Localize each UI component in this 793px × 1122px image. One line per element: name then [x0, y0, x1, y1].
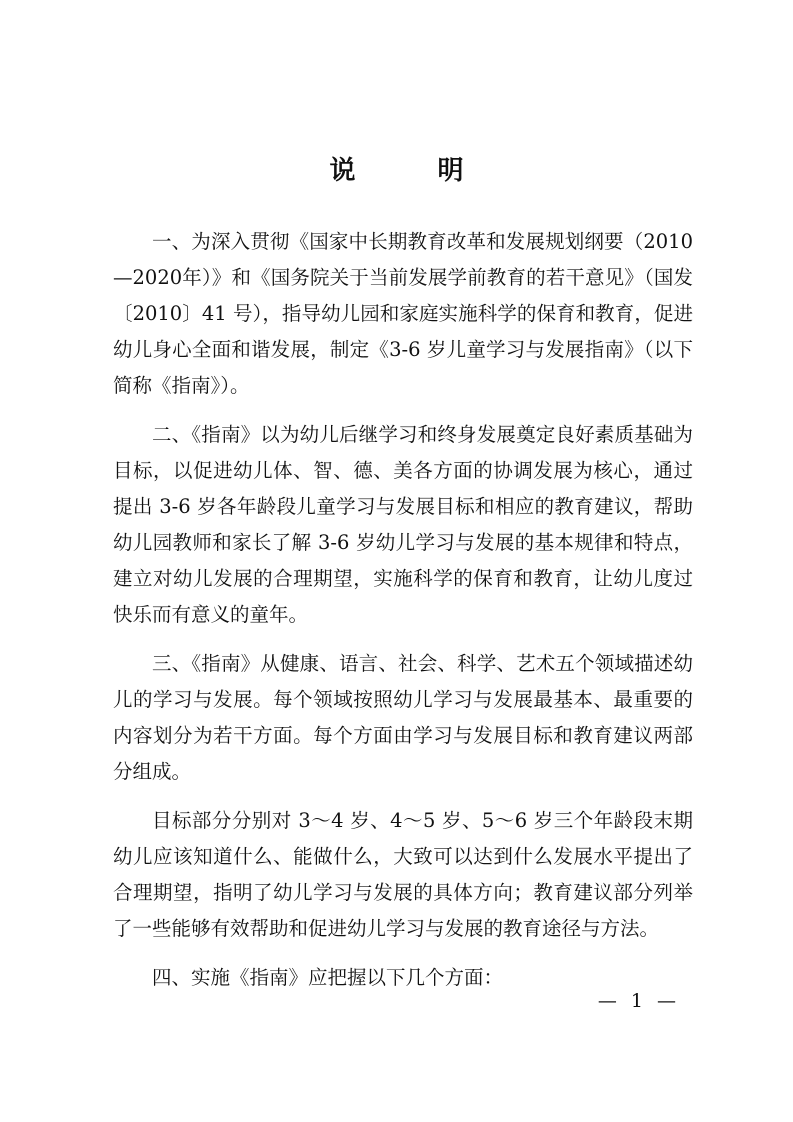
page-number: — 1 —	[597, 990, 680, 1012]
paragraph-2: 二、《指南》以为幼儿后继学习和终身发展奠定良好素质基础为目标，以促进幼儿体、智、德、美各方面的协调发展为核心，通过提出 3-6 岁各年龄段儿童学习与发展目标和相应的教育建议，帮助幼儿园教师和家长了解 3-6 岁幼儿学习与发展的基本规律和特点，建立对幼儿发展的合理期望，实施科学的保育和教育，让幼儿度过快乐而有意义的童年。	[113, 423, 693, 626]
paragraph-1: 一、为深入贯彻《国家中长期教育改革和发展规划纲要（2010—2020年）》和《国务院关于当前发展学前教育的若干意见》（国发〔2010〕41 号），指导幼儿园和家庭实施科学的保育和教育，促进幼儿身心全面和谐发展，制定《3-6 岁儿童学习与发展指南》（以下简称《指南》）。	[113, 230, 693, 397]
paragraph-3: 三、《指南》从健康、语言、社会、科学、艺术五个领域描述幼儿的学习与发展。每个领域按照幼儿学习与发展最基本、最重要的内容划分为若干方面。每个方面由学习与发展目标和教育建议两部分组成。	[113, 652, 693, 783]
paragraph-4: 目标部分分别对 3～4 岁、4～5 岁、5～6 岁三个年龄段末期幼儿应该知道什么、能做什么，大致可以达到什么发展水平提出了合理期望，指明了幼儿学习与发展的具体方向；教育建议部分列举了一些能够有效帮助和促进幼儿学习与发展的教育途径与方法。	[113, 809, 693, 940]
paragraph-5: 四、实施《指南》应把握以下几个方面：	[152, 966, 504, 989]
page-title: 说 明	[329, 156, 492, 186]
document-body	[113, 224, 693, 1006]
